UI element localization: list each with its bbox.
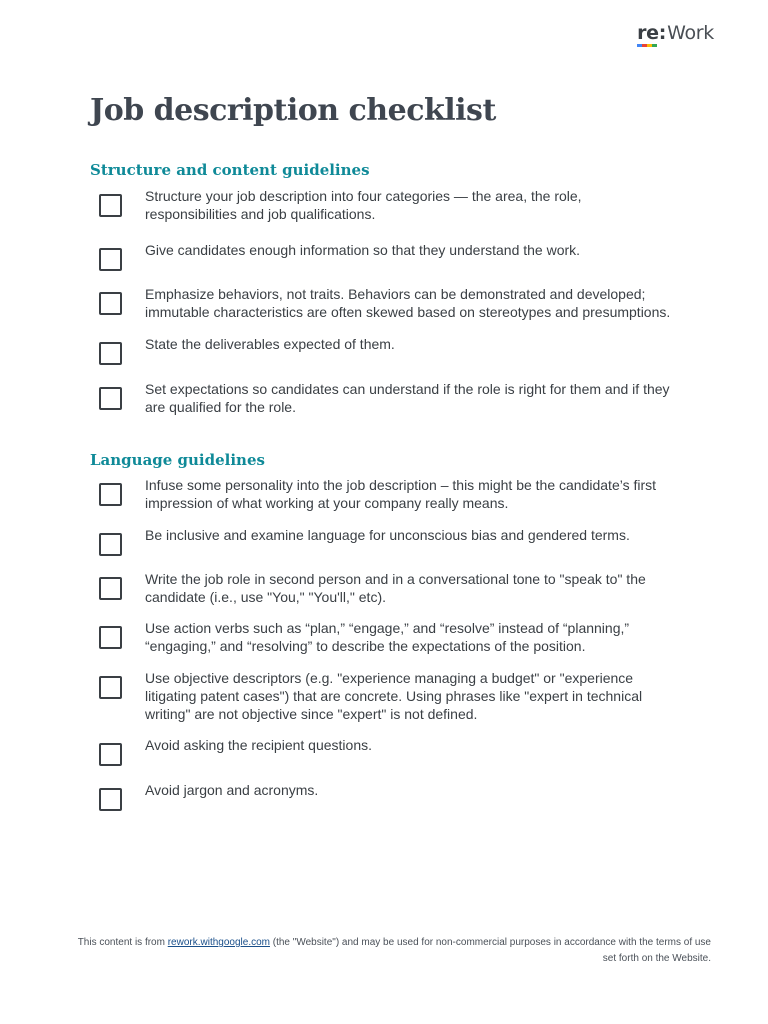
checkbox[interactable]	[99, 387, 122, 410]
logo-color-bar	[637, 44, 657, 47]
logo-colon: :	[658, 22, 667, 44]
checklist-item-text: State the deliverables expected of them.	[145, 336, 395, 352]
checkbox[interactable]	[99, 533, 122, 556]
checkbox[interactable]	[99, 194, 122, 217]
website-link[interactable]: rework.withgoogle.com	[167, 937, 270, 948]
section-heading-structure: Structure and content guidelines	[90, 161, 370, 179]
footer-suffix: (the "Website") and may be used for non-commercial purposes in accordance with the terms of use set forth on the Website.	[269, 937, 711, 964]
checklist-item-text: Use action verbs such as “plan,” “engage,” and “resolve” instead of “planning,” “engaging,” and “resolving” to describe the expectations of the position.	[145, 620, 630, 654]
checkbox[interactable]	[99, 743, 122, 766]
checklist-item-text: Set expectations so candidates can understand if the role is right for them and if they are qualified for the role.	[145, 381, 670, 415]
logo-re: re	[637, 22, 659, 44]
footer-disclaimer	[71, 935, 711, 967]
checkbox[interactable]	[99, 577, 122, 600]
checkbox[interactable]	[99, 626, 122, 649]
footer-prefix: This content is from	[77, 937, 168, 948]
checkbox[interactable]	[99, 292, 122, 315]
checklist-item-text: Emphasize behaviors, not traits. Behaviors can be demonstrated and developed; immutable characteristics are often skewed based on stereotypes and presumptions.	[145, 286, 671, 320]
checklist-item-text: Use objective descriptors (e.g. "experience managing a budget" or "experience litigating patent cases") that are concrete. Using phrases like "expert in technical writing" are not objective since "expert" is not defined.	[145, 670, 643, 722]
checkbox[interactable]	[99, 676, 122, 699]
checkbox[interactable]	[99, 342, 122, 365]
section-heading-language: Language guidelines	[90, 451, 265, 469]
page-title: Job description checklist	[90, 93, 496, 128]
checkbox[interactable]	[99, 248, 122, 271]
checklist-item-text: Avoid asking the recipient questions.	[145, 737, 372, 753]
checklist-item-text: Structure your job description into four categories — the area, the role, responsibilities and job qualifications.	[145, 188, 582, 222]
checklist-item-text: Be inclusive and examine language for unconscious bias and gendered terms.	[145, 527, 630, 543]
checkbox[interactable]	[99, 483, 122, 506]
logo-work: Work	[667, 22, 714, 44]
checklist-item-text: Avoid jargon and acronyms.	[145, 782, 319, 798]
rework-logo	[637, 22, 714, 44]
checklist-item-text: Write the job role in second person and in a conversational tone to "speak to" the candidate (i.e., use "You," "You'll," etc).	[145, 571, 646, 605]
checklist-item-text: Give candidates enough information so that they understand the work.	[145, 242, 581, 258]
checklist-item-text: Infuse some personality into the job description – this might be the candidate’s first impression of what working at your company really means.	[145, 477, 657, 511]
checkbox[interactable]	[99, 788, 122, 811]
